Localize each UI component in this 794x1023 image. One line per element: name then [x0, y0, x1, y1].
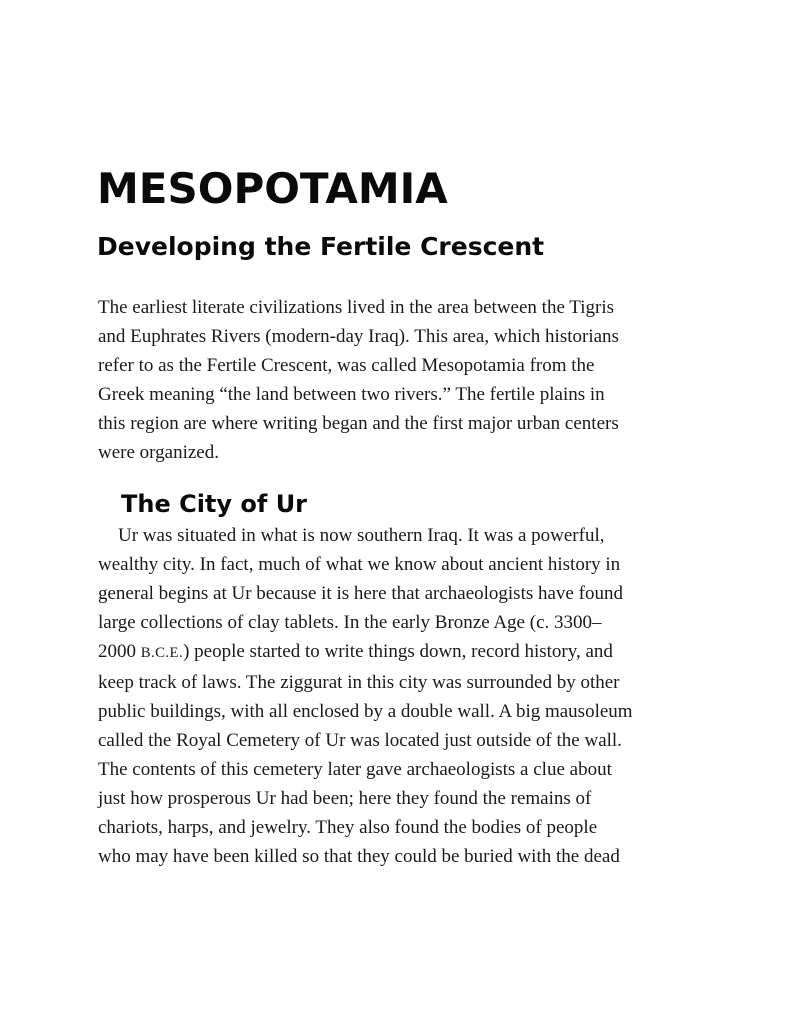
- text-line: chariots, harps, and jewelry. They also found the bodies of people: [98, 817, 598, 838]
- document-subtitle: Developing the Fertile Crescent: [97, 232, 545, 261]
- text-line: Greek meaning “the land between two rivers.” The fertile plains in: [98, 384, 605, 405]
- document-title: MESOPOTAMIA: [97, 164, 448, 213]
- text-line: 2000 B.C.E.) people started to write things down, record history, and: [98, 641, 613, 662]
- text-line: The earliest literate civilizations lived in the area between the Tigris: [98, 297, 614, 318]
- text-line: and Euphrates Rivers (modern-day Iraq). This area, which historians: [98, 326, 619, 347]
- section-paragraph: [98, 521, 738, 871]
- text-line: this region are where writing began and the first major urban centers: [98, 413, 619, 434]
- era-abbreviation: B.C.E.: [140, 645, 184, 661]
- text-line: wealthy city. In fact, much of what we know about ancient history in: [98, 554, 621, 575]
- text-line: were organized.: [98, 442, 219, 463]
- section-heading: The City of Ur: [121, 490, 308, 518]
- text-line: keep track of laws. The ziggurat in this city was surrounded by other: [98, 672, 620, 693]
- text-line: public buildings, with all enclosed by a double wall. A big mausoleum: [98, 701, 633, 722]
- text-line: just how prosperous Ur had been; here they found the remains of: [98, 788, 592, 809]
- text-line: Ur was situated in what is now southern Iraq. It was a powerful,: [118, 525, 605, 546]
- text-line: The contents of this cemetery later gave archaeologists a clue about: [98, 759, 612, 780]
- text-line: general begins at Ur because it is here that archaeologists have found: [98, 583, 623, 604]
- text-line: called the Royal Cemetery of Ur was located just outside of the wall.: [98, 730, 622, 751]
- text-line: large collections of clay tablets. In the early Bronze Age (c. 3300–: [98, 612, 602, 633]
- text-line: refer to as the Fertile Crescent, was called Mesopotamia from the: [98, 355, 595, 376]
- intro-paragraph: [98, 293, 738, 467]
- text-line: who may have been killed so that they could be buried with the dead: [98, 846, 620, 867]
